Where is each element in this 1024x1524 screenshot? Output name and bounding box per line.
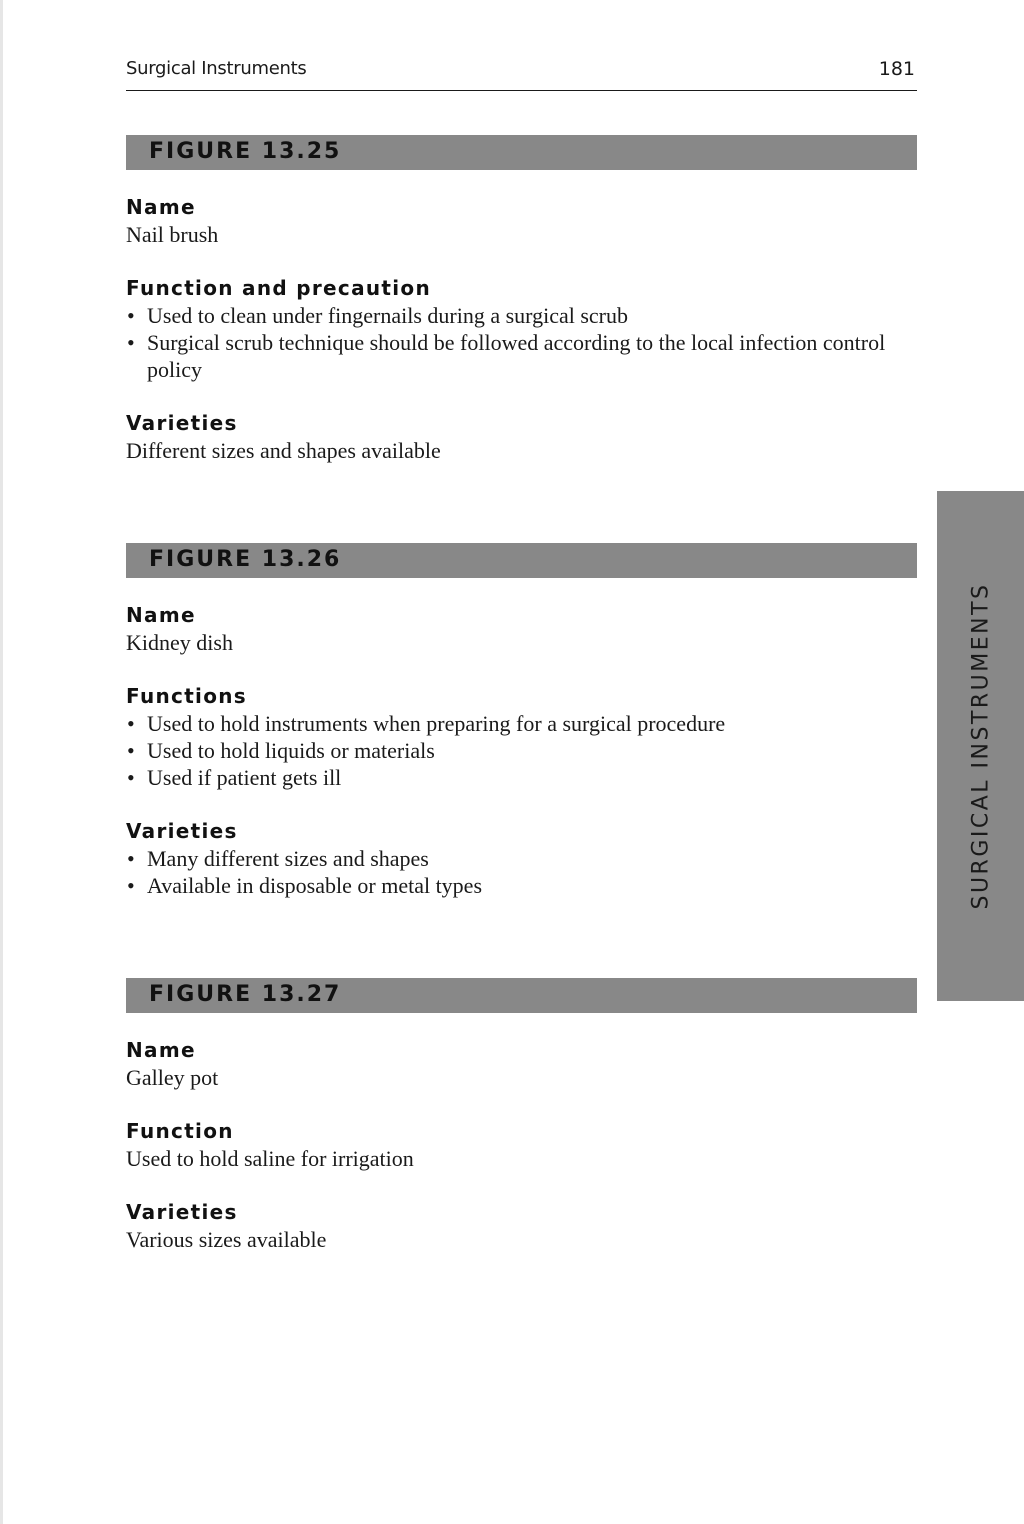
name-block xyxy=(126,1037,917,1091)
chapter-thumb-tab xyxy=(937,491,1024,1001)
list-item: • Many different sizes and shapes xyxy=(126,845,917,872)
figure-section-13-25 xyxy=(126,135,917,464)
instrument-name: Galley pot xyxy=(126,1065,219,1090)
function-heading: Function xyxy=(126,1119,234,1143)
list-item: • Used to clean under fingernails during a surgical scrub xyxy=(126,302,917,329)
function-block xyxy=(126,1118,917,1172)
figure-label-bar xyxy=(126,543,917,578)
varieties-heading: Varieties xyxy=(126,1200,238,1224)
figure-label: FIGURE 13.26 xyxy=(149,547,342,572)
name-heading: Name xyxy=(126,195,196,219)
figure-label: FIGURE 13.27 xyxy=(149,982,342,1007)
running-head xyxy=(126,56,917,91)
function-heading: Functions xyxy=(126,684,247,708)
varieties-heading: Varieties xyxy=(126,411,238,435)
list-item: • Surgical scrub technique should be followed according to the local infection control policy xyxy=(126,329,917,383)
figure-section-13-26 xyxy=(126,543,917,899)
function-text: Used to hold saline for irrigation xyxy=(126,1146,414,1171)
figure-label-bar xyxy=(126,135,917,170)
name-block xyxy=(126,194,917,248)
instrument-name: Kidney dish xyxy=(126,630,233,655)
varieties-text: Various sizes available xyxy=(126,1227,327,1252)
varieties-text: Different sizes and shapes available xyxy=(126,438,441,463)
function-list xyxy=(126,710,917,791)
function-block xyxy=(126,275,917,383)
figure-label-bar xyxy=(126,978,917,1013)
figure-section-13-27 xyxy=(126,978,917,1253)
varieties-block xyxy=(126,818,917,899)
name-block xyxy=(126,602,917,656)
chapter-tab-label: SURGICAL INSTRUMENTS xyxy=(968,582,993,910)
varieties-list xyxy=(126,845,917,899)
instrument-name: Nail brush xyxy=(126,222,219,247)
function-heading: Function and precaution xyxy=(126,276,431,300)
function-list xyxy=(126,302,917,383)
list-item: • Used to hold instruments when preparing for a surgical procedure xyxy=(126,710,917,737)
page-edge xyxy=(0,0,3,1524)
list-item: • Available in disposable or metal types xyxy=(126,872,917,899)
list-item: • Used to hold liquids or materials xyxy=(126,737,917,764)
varieties-block xyxy=(126,1199,917,1253)
name-heading: Name xyxy=(126,603,196,627)
figure-label: FIGURE 13.25 xyxy=(149,139,342,164)
name-heading: Name xyxy=(126,1038,196,1062)
running-head-title: Surgical Instruments xyxy=(126,58,307,79)
page-number: 181 xyxy=(878,58,915,80)
list-item: • Used if patient gets ill xyxy=(126,764,917,791)
function-block xyxy=(126,683,917,791)
varieties-block xyxy=(126,410,917,464)
varieties-heading: Varieties xyxy=(126,819,238,843)
